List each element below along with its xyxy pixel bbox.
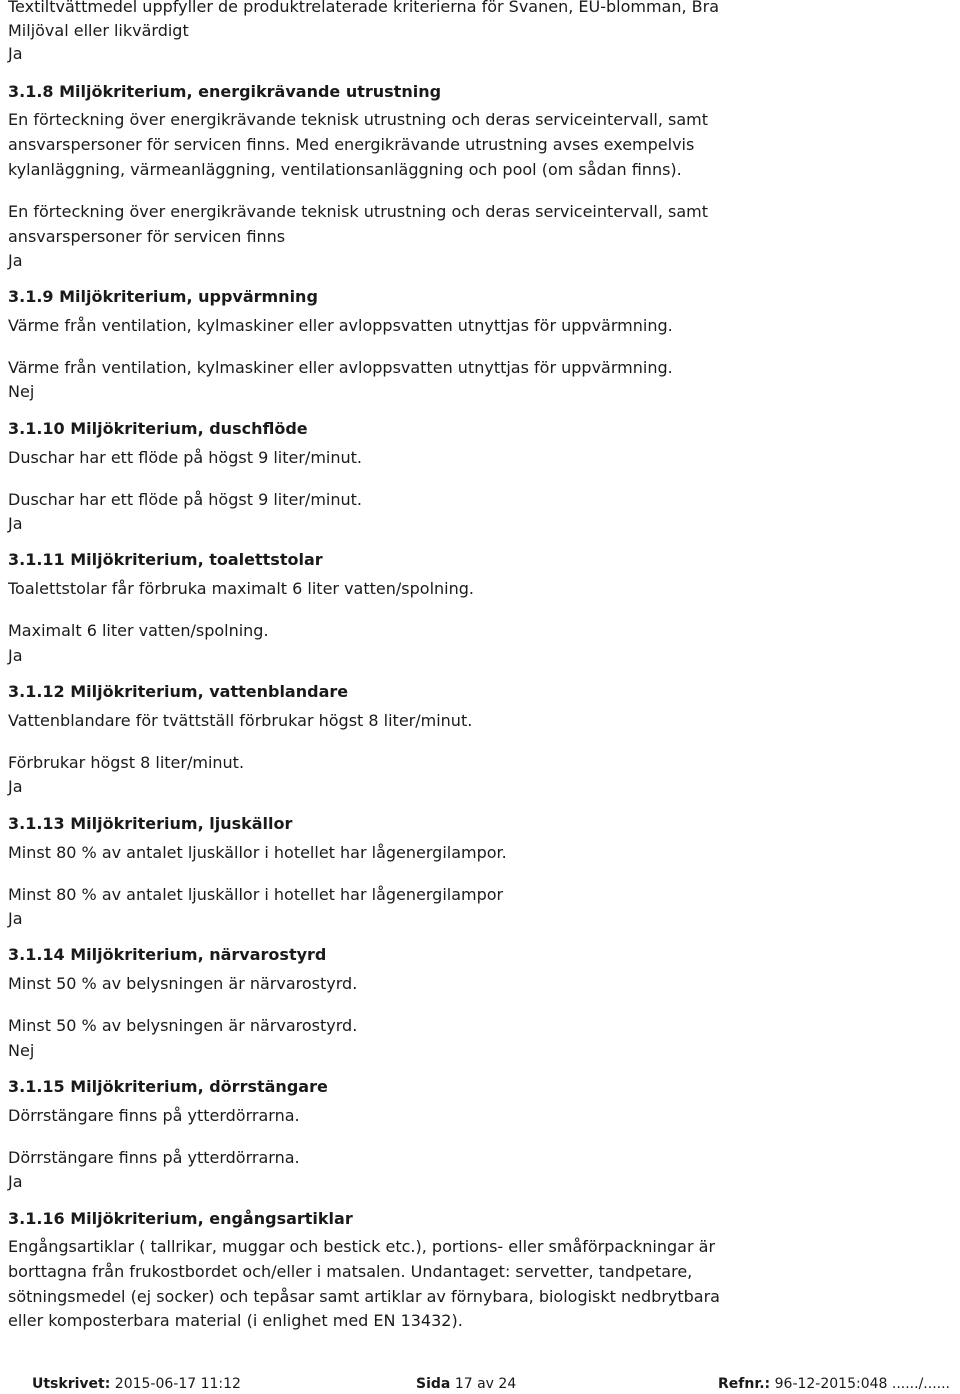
footer-printed [32,1374,241,1394]
section-description: ansvarspersoner för servicen finns. Med energikrävande utrustning avses exempelvis [8,135,695,154]
footer-page-of: av [477,1376,494,1392]
section-requirement: Värme från ventilation, kylmaskiner eller avloppsvatten utnyttjas för uppvärmning. [8,358,673,377]
section-answer: Ja [8,1172,23,1191]
section-description: Vattenblandare för tvättställ förbrukar högst 8 liter/minut. [8,711,473,730]
section-description: Toalettstolar får förbruka maximalt 6 liter vatten/spolning. [8,579,474,598]
section-heading: 3.1.15 Miljökriterium, dörrstängare [8,1077,328,1096]
section-description: eller komposterbara material (i enlighet med EN 13432). [8,1311,463,1330]
section-heading: 3.1.11 Miljökriterium, toalettstolar [8,550,323,569]
footer-reference [718,1374,950,1394]
section-requirement: Duschar har ett flöde på högst 9 liter/minut. [8,490,362,509]
section-requirement: Dörrstängare finns på ytterdörrarna. [8,1148,300,1167]
section-description: borttagna från frukostbordet och/eller i matsalen. Undantaget: servetter, tandpetare, [8,1262,693,1281]
section-description: Minst 80 % av antalet ljuskällor i hotellet har lågenergilampor. [8,843,507,862]
section-requirement: Förbrukar högst 8 liter/minut. [8,753,245,772]
section-description: sötningsmedel (ej socker) och tepåsar samt artiklar av förnybara, biologiskt nedbrytbara [8,1287,720,1306]
section-heading: 3.1.16 Miljökriterium, engångsartiklar [8,1209,353,1228]
section-description: Duschar har ett flöde på högst 9 liter/minut. [8,448,362,467]
section-answer: Nej [8,382,35,401]
footer-page-label: Sida [416,1376,451,1392]
footer-page-current: 17 [454,1376,473,1392]
section-heading: 3.1.10 Miljökriterium, duschflöde [8,419,308,438]
intro-text-line-1: Textiltvättmedel uppfyller de produktrelaterade kriterierna för Svanen, EU-blomman, Bra [8,0,720,16]
section-description: kylanläggning, värmeanläggning, ventilationsanläggning och pool (om sådan finns). [8,160,682,179]
section-description: Engångsartiklar ( tallrikar, muggar och bestick etc.), portions- eller småförpackningar är [8,1237,716,1256]
section-requirement: Minst 50 % av belysningen är närvarostyrd. [8,1016,358,1035]
section-answer: Nej [8,1041,35,1060]
footer-printed-label: Utskrivet: [32,1376,111,1392]
footer-ref-value: 96-12-2015:048 ....../...... [774,1376,950,1392]
section-answer: Ja [8,777,23,796]
section-answer: Ja [8,646,23,665]
footer-page-number [416,1374,516,1394]
section-description: Värme från ventilation, kylmaskiner eller avloppsvatten utnyttjas för uppvärmning. [8,316,673,335]
section-heading: 3.1.9 Miljökriterium, uppvärmning [8,287,318,306]
section-requirement: Minst 80 % av antalet ljuskällor i hotellet har lågenergilampor [8,885,504,904]
section-description: Minst 50 % av belysningen är närvarostyrd. [8,974,358,993]
section-answer: Ja [8,514,23,533]
footer-ref-label: Refnr.: [718,1376,771,1392]
section-answer: Ja [8,909,23,928]
section-heading: 3.1.8 Miljökriterium, energikrävande utrustning [8,82,442,101]
section-heading: 3.1.14 Miljökriterium, närvarostyrd [8,945,327,964]
section-requirement: ansvarspersoner för servicen finns [8,227,286,246]
section-description: Dörrstängare finns på ytterdörrarna. [8,1106,300,1125]
intro-text-line-2: Miljöval eller likvärdigt [8,21,189,40]
footer-page-total: 24 [498,1376,517,1392]
section-answer: Ja [8,251,23,270]
section-heading: 3.1.13 Miljökriterium, ljuskällor [8,814,293,833]
section-requirement: Maximalt 6 liter vatten/spolning. [8,621,269,640]
section-requirement: En förteckning över energikrävande teknisk utrustning och deras serviceintervall, samt [8,202,709,221]
section-heading: 3.1.12 Miljökriterium, vattenblandare [8,682,349,701]
section-description: En förteckning över energikrävande teknisk utrustning och deras serviceintervall, samt [8,110,709,129]
intro-answer: Ja [8,44,23,63]
footer-printed-value: 2015-06-17 11:12 [114,1376,241,1392]
